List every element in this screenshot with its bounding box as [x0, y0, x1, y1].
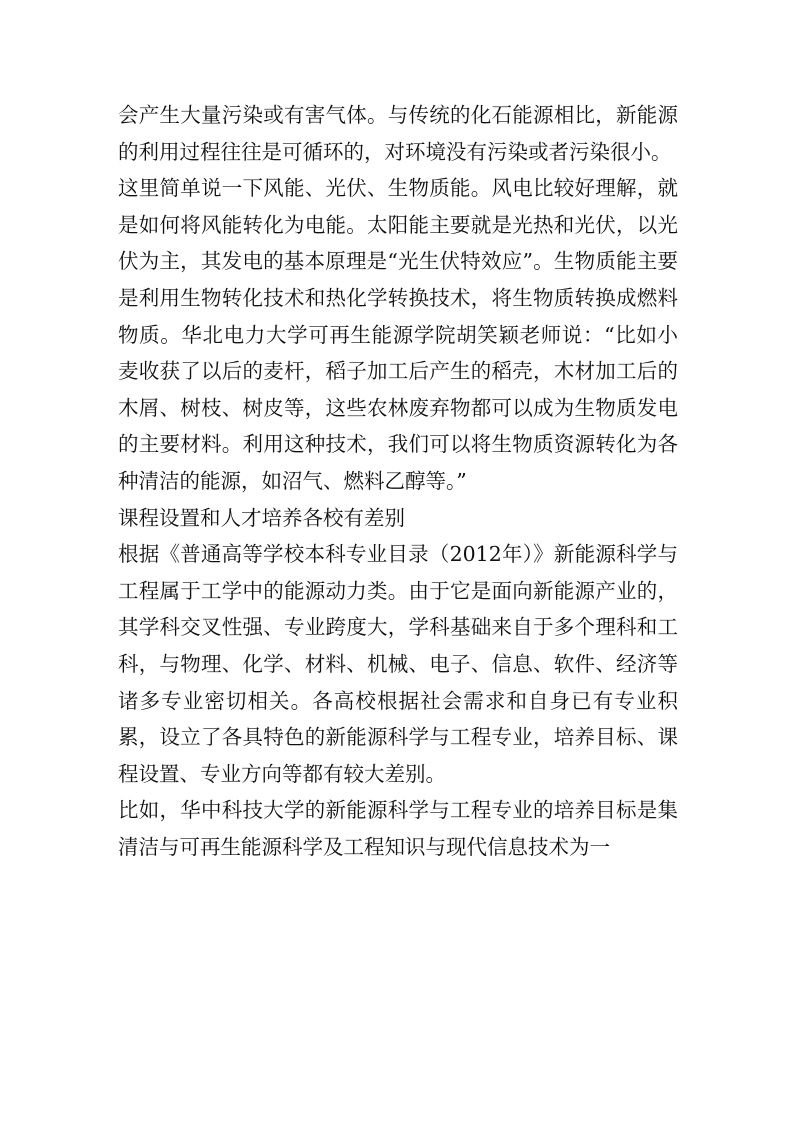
paragraph-wind-solar-biomass: 这里简单说一下风能、光伏、生物质能。风电比较好理解，就是如何将风能转化为电能。太阳能主要就是光热和光伏，以光伏为主，其发电的基本原理是“光生伏特效应”。生物质能主要是利用生物转化技术和热化学转换技术，将生物质转换成燃料物质。华北电力大学可再生能源学院胡笑颖老师说：“比如小麦收获了以后的麦杆，稻子加工后产生的稻壳，木材加工后的木屑、树枝、树皮等，这些农林废弃物都可以成为生物质发电的主要材料。利用这种技术，我们可以将生物质资源转化为各种清洁的能源，如沼气、燃料乙醇等。” — [118, 176, 678, 493]
paragraph-major-catalog: 根据《普通高等学校本科专业目录（2012年）》新能源科学与工程属于工学中的能源动力类。由于它是面向新能源产业的，其学科交叉性强、专业跨度大，学科基础来自于多个理科和工科，与物理、化学、材料、机械、电子、信息、软件、经济等诸多专业密切相关。各高校根据社会需求和自身已有专业积累，设立了各具特色的新能源科学与工程专业，培养目标、课程设置、专业方向等都有较大差别。 — [118, 542, 678, 786]
paragraph-hust-example: 比如，华中科技大学的新能源科学与工程专业的培养目标是集清洁与可再生能源科学及工程知识与现代信息技术为一 — [118, 798, 678, 859]
paragraph-pollution: 会产生大量污染或有害气体。与传统的化石能源相比，新能源的利用过程往往是可循环的，对环境没有污染或者污染很小。 — [118, 103, 678, 164]
document-body — [118, 97, 678, 865]
section-heading: 课程设置和人才培养各校有差别 — [118, 505, 405, 530]
